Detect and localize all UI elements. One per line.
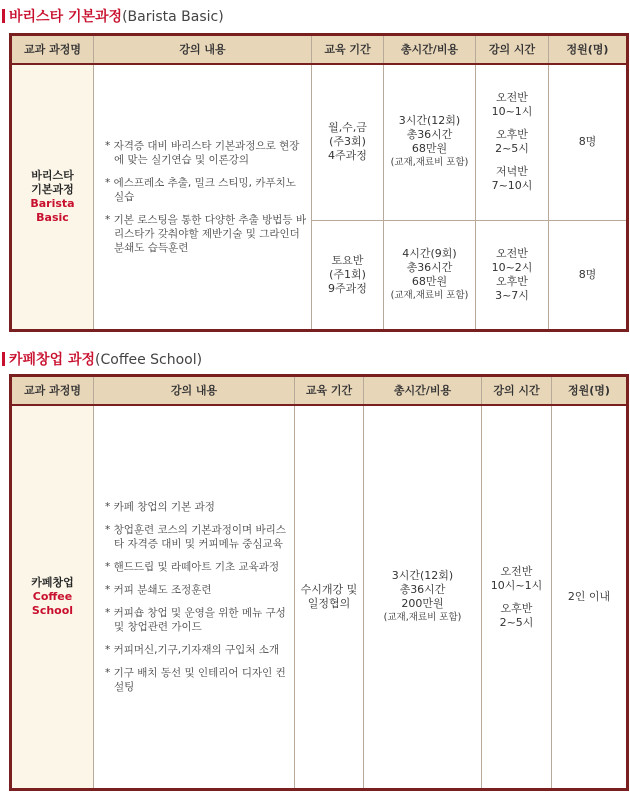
period-cell xyxy=(312,220,384,330)
cost-line: 총36시간 xyxy=(399,583,446,596)
course-name-kr: 바리스타 xyxy=(31,169,74,183)
time-cell xyxy=(482,405,552,790)
time-slot-label: 저녁반 xyxy=(496,165,528,179)
section-title-en: (Coffee School) xyxy=(95,352,203,368)
title-bar-marker xyxy=(2,9,5,23)
time-slot-hours: 3~7시 xyxy=(495,288,529,302)
time-slot-hours: 10시~1시 xyxy=(490,578,543,592)
header-cost: 총시간/비용 xyxy=(364,376,482,406)
content-item: * 자격증 대비 바리스타 기본과정으로 현장에 맞는 실기연습 및 이론강의 xyxy=(105,140,300,167)
coffee-school-course-table xyxy=(9,374,629,791)
time-slot-hours: 10~1시 xyxy=(491,105,533,119)
cost-line: 총36시간 xyxy=(406,128,453,142)
content-item: * 커피머신,기구,기자재의 구입처 소개 xyxy=(105,644,280,656)
cost-line: 4시간(9회) xyxy=(402,246,457,260)
header-capacity: 정원(명) xyxy=(549,35,628,65)
cost-cell xyxy=(364,405,482,790)
period-line: 9주과정 xyxy=(328,281,367,295)
header-content: 강의 내용 xyxy=(94,35,312,65)
period-line: (주1회) xyxy=(329,267,366,281)
period-cell xyxy=(312,64,384,220)
course-name-cell xyxy=(11,405,94,790)
section-title-coffee-school xyxy=(2,349,202,369)
header-cost: 총시간/비용 xyxy=(384,35,476,65)
time-slot-hours: 7~10시 xyxy=(491,179,533,193)
course-name-en: School xyxy=(31,604,74,617)
content-item: * 카페 창업의 기본 과정 xyxy=(105,501,215,513)
course-content-cell xyxy=(94,64,312,330)
cost-cell xyxy=(384,220,476,330)
time-slot-label: 오전반 xyxy=(500,564,533,578)
time-slot-hours: 10~2시 xyxy=(491,260,533,274)
capacity-cell: 8명 xyxy=(549,64,628,220)
title-bar-marker xyxy=(2,352,5,366)
cost-line: 3시간(12회) xyxy=(398,114,461,128)
table-header-row xyxy=(11,35,628,65)
time-slot-label: 오후반 xyxy=(496,274,528,288)
barista-course-table xyxy=(9,33,629,332)
cost-line: (교재,재료비 포함) xyxy=(390,157,469,169)
period-line: 4주과정 xyxy=(328,149,367,163)
time-cell xyxy=(476,64,549,220)
header-course-name: 교과 과정명 xyxy=(11,35,94,65)
time-slot-label: 오전반 xyxy=(496,91,528,105)
time-slot-hours: 2~5시 xyxy=(499,615,534,629)
content-item: * 기본 로스팅을 통한 다양한 추출 방법등 바리스타가 갖춰야할 제반기술 및 그라인더 분쇄도 습득훈련 xyxy=(105,214,307,255)
course-name-en: Coffee xyxy=(32,590,73,603)
course-name-cell xyxy=(11,64,94,330)
course-name-kr: 기본과정 xyxy=(31,183,74,197)
capacity-cell: 8명 xyxy=(549,220,628,330)
header-capacity: 정원(명) xyxy=(552,376,628,406)
time-slot-label: 오후반 xyxy=(496,128,528,142)
cost-line: 68만원 xyxy=(411,274,448,288)
content-item: * 커피숍 창업 및 운영을 위한 메뉴 구성 및 창업관련 가이드 xyxy=(105,607,286,633)
cost-line: 총36시간 xyxy=(406,260,453,274)
header-time: 강의 시간 xyxy=(476,35,549,65)
content-item: * 커피 분쇄도 조정훈련 xyxy=(105,584,212,596)
header-time: 강의 시간 xyxy=(482,376,552,406)
period-line: 일정협의 xyxy=(307,597,351,610)
cost-line: 68만원 xyxy=(411,142,448,156)
content-item: * 핸드드립 및 라떼아트 기초 교육과정 xyxy=(105,561,280,573)
table-header-row xyxy=(11,376,628,406)
header-period: 교육 기간 xyxy=(295,376,364,406)
content-item: * 창업훈련 코스의 기본과정이며 바리스타 자격증 대비 및 커피메뉴 중심교육 xyxy=(105,524,286,550)
content-item: * 에스프레소 추출, 밀크 스티밍, 카푸치노 실습 xyxy=(105,177,296,204)
period-line: 토요반 xyxy=(331,253,364,267)
time-slot-label: 오전반 xyxy=(496,246,528,260)
capacity-cell: 2인 이내 xyxy=(552,405,628,790)
section-title-kr: 바리스타 기본과정 xyxy=(9,9,123,25)
period-line: 수시개강 및 xyxy=(300,583,358,596)
section-title-kr: 카페창업 과정 xyxy=(9,352,96,368)
section-title-en: (Barista Basic) xyxy=(122,9,224,25)
cost-line: 200만원 xyxy=(401,597,444,610)
cost-line: (교재,재료비 포함) xyxy=(383,612,462,623)
section-title-barista xyxy=(2,6,224,26)
period-line: 월,수,금 xyxy=(328,121,367,135)
course-name-kr: 카페창업 xyxy=(31,576,74,589)
period-line: (주3회) xyxy=(329,135,366,149)
cost-line: 3시간(12회) xyxy=(391,569,454,582)
time-slot-label: 오후반 xyxy=(500,601,533,615)
header-course-name: 교과 과정명 xyxy=(11,376,94,406)
time-cell xyxy=(476,220,549,330)
time-slot-hours: 2~5시 xyxy=(495,142,529,156)
cost-cell xyxy=(384,64,476,220)
table-row xyxy=(11,64,628,220)
period-cell xyxy=(295,405,364,790)
header-content: 강의 내용 xyxy=(94,376,295,406)
table-row xyxy=(11,405,628,790)
course-content-cell xyxy=(94,405,295,790)
content-item: * 기구 배치 동선 및 인테리어 디자인 컨설팅 xyxy=(105,667,286,693)
course-name-en: Barista xyxy=(30,197,75,211)
course-name-en: Basic xyxy=(36,211,69,225)
cost-line: (교재,재료비 포함) xyxy=(390,289,469,301)
header-period: 교육 기간 xyxy=(312,35,384,65)
